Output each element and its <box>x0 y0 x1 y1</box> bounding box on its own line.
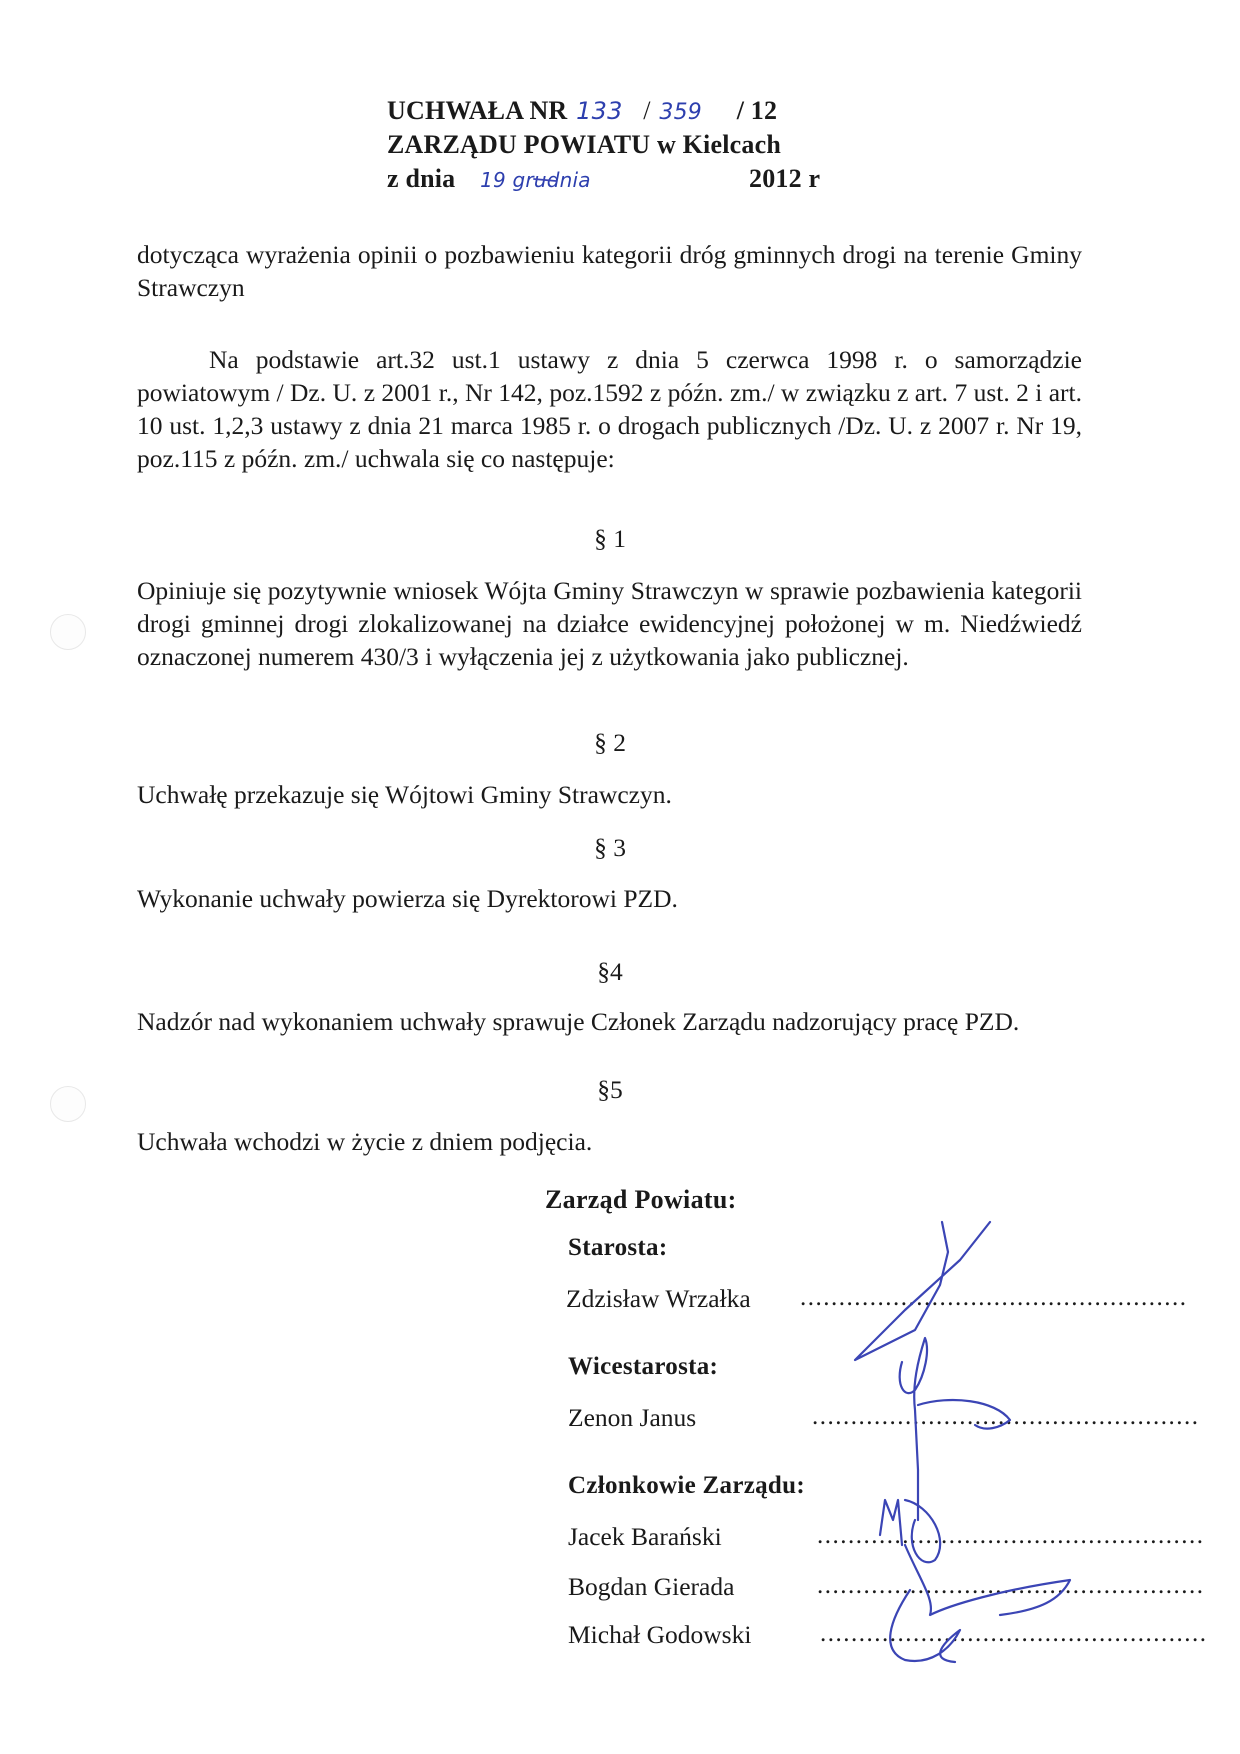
section-1-mark: § 1 <box>594 524 626 553</box>
legal-basis-paragraph: Na podstawie art.32 ust.1 ustawy z dnia 5 czerwca 1998 r. o samorządzie powiatowym / Dz. U. z 2001 r., Nr 142, poz.1592 z późn. zm./ w związku z art. 7 ust. 2 i art. 10 ust. 1,2,3 ustawy z dnia 21 marca 1985 r. o drogach publicznych /Dz. U. z 2007 r. Nr 19, poz.115 z późn. zm./ uchwala się co następuje: <box>137 345 1082 473</box>
starosta-signature-line: .................................................. <box>800 1284 1188 1311</box>
wicestarosta-name: Zenon Janus <box>568 1403 697 1432</box>
member-name-3: Michał Godowski <box>568 1620 752 1649</box>
section-1-text: Opiniuje się pozytywnie wniosek Wójta Gminy Strawczyn w sprawie pozbawienia kategorii drogi gminnej drogi zlokalizowanej na działce ewidencyjnej położonej w m. Niedźwiedź oznaczonej numerem 430/3 i wyłączenia jej z użytkowania jako publicznej. <box>137 576 1082 671</box>
section-4-mark: §4 <box>597 957 623 986</box>
resolution-number-line <box>387 96 777 126</box>
section-3-mark: § 3 <box>594 833 626 862</box>
board-name-line: ZARZĄDU POWIATU w Kielcach <box>387 130 781 159</box>
handwritten-number: 133 <box>576 97 623 125</box>
date-year: 2012 r <box>749 164 821 193</box>
resolution-year-suffix: / 12 <box>736 96 778 125</box>
section-4-text: Nadzór nad wykonaniem uchwały sprawuje Członek Zarządu nadzorujący pracę PZD. <box>137 1007 1020 1036</box>
punch-hole-top <box>50 614 86 650</box>
section-3-text: Wykonanie uchwały powierza się Dyrektorowi PZD. <box>137 884 678 913</box>
handwritten-date: 19 grudnia <box>480 168 591 192</box>
member-1-signature-line: .................................................. <box>817 1522 1205 1549</box>
member-name-2: Bogdan Gierada <box>568 1572 735 1601</box>
section-2-mark: § 2 <box>594 728 626 757</box>
member-name-1: Jacek Barański <box>568 1522 722 1551</box>
date-prefix: z dnia <box>387 164 456 193</box>
section-5-text: Uchwała wchodzi w życie z dniem podjęcia. <box>137 1127 593 1156</box>
subject-paragraph: dotycząca wyrażenia opinii o pozbawieniu kategorii dróg gminnych drogi na terenie Gminy Strawczyn <box>137 240 1082 302</box>
section-5-mark: §5 <box>597 1075 623 1104</box>
number-separator: / <box>643 96 651 125</box>
board-title: Zarząd Powiatu: <box>545 1185 737 1214</box>
member-2-signature-line: .................................................. <box>817 1572 1205 1599</box>
members-label: Członkowie Zarządu: <box>568 1472 805 1499</box>
starosta-name: Zdzisław Wrzałka <box>566 1284 751 1313</box>
wicestarosta-signature-line: .................................................. <box>812 1403 1200 1430</box>
date-line <box>387 164 821 194</box>
section-2-text: Uchwałę przekazuje się Wójtowi Gminy Strawczyn. <box>137 780 672 809</box>
starosta-label: Starosta: <box>568 1234 668 1261</box>
member-3-signature-line: .................................................. <box>820 1620 1208 1647</box>
resolution-prefix: UCHWAŁA NR <box>387 96 568 125</box>
handwritten-number-2: 359 <box>659 100 702 125</box>
wicestarosta-label: Wicestarosta: <box>568 1353 719 1380</box>
